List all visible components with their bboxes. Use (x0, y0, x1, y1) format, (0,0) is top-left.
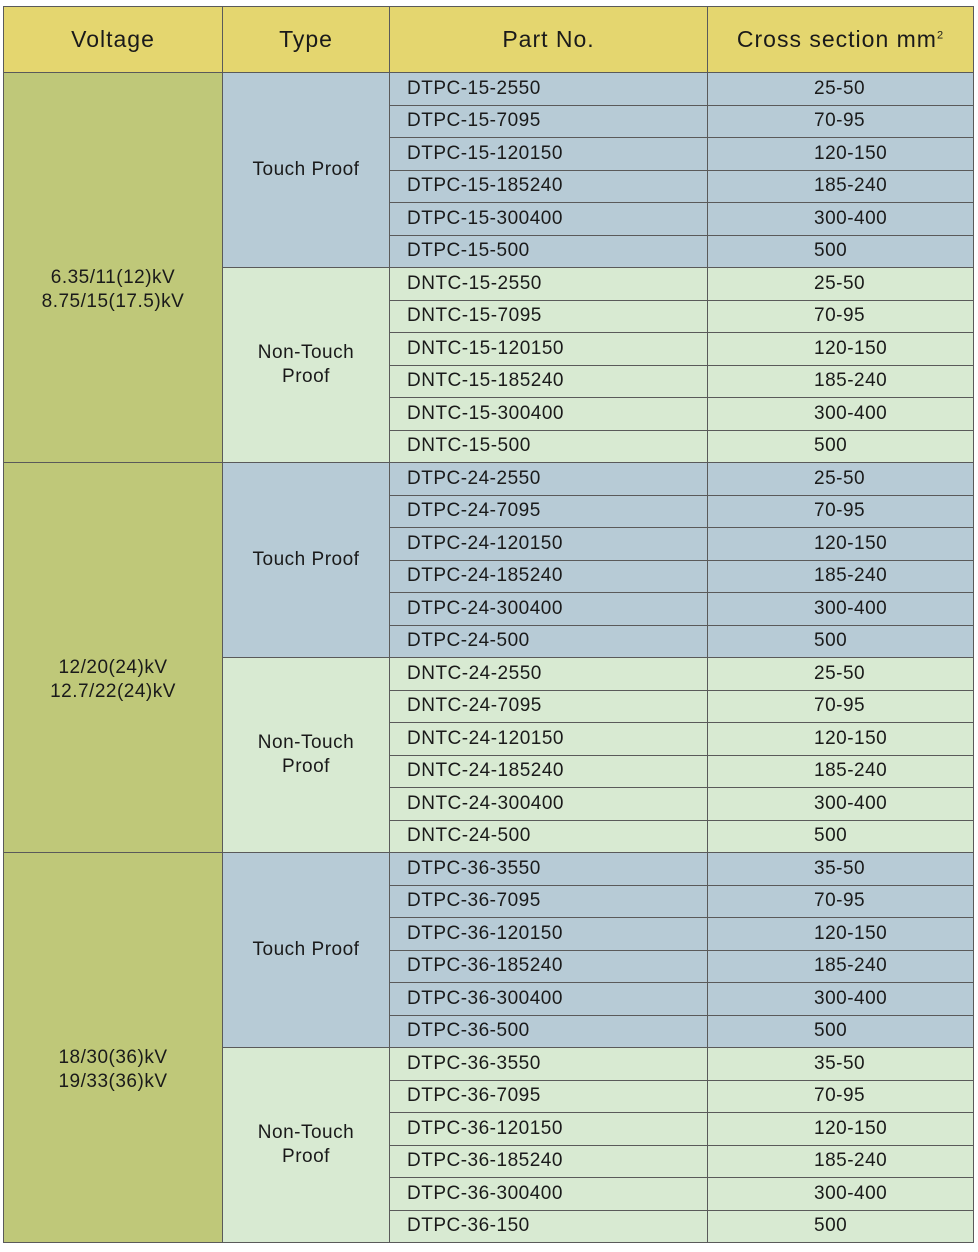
part-number-cell: DTPC-24-185240 (390, 560, 708, 593)
part-number-cell: DTPC-36-7095 (390, 1080, 708, 1113)
table-row (4, 853, 974, 886)
voltage-cell (4, 73, 223, 463)
voltage-line: 12.7/22(24)kV (50, 680, 176, 702)
part-number-cell: DNTC-24-185240 (390, 755, 708, 788)
part-number-cell: DTPC-36-150 (390, 1210, 708, 1243)
cross-section-cell: 70-95 (708, 105, 974, 138)
part-number-cell: DTPC-36-120150 (390, 1113, 708, 1146)
part-number-cell: DNTC-15-185240 (390, 365, 708, 398)
cross-section-cell: 25-50 (708, 73, 974, 106)
part-number-cell: DTPC-15-120150 (390, 138, 708, 171)
part-number-cell: DNTC-24-120150 (390, 723, 708, 756)
voltage-line: 8.75/15(17.5)kV (41, 290, 185, 312)
cross-section-cell: 120-150 (708, 528, 974, 561)
header-voltage: Voltage (4, 7, 223, 73)
part-number-cell: DNTC-24-500 (390, 820, 708, 853)
type-line: Touch Proof (252, 159, 360, 180)
voltage-cell (4, 463, 223, 853)
cross-section-cell: 185-240 (708, 1145, 974, 1178)
cross-section-cell: 70-95 (708, 1080, 974, 1113)
type-line: Touch Proof (252, 939, 360, 960)
cross-section-cell: 70-95 (708, 495, 974, 528)
cross-section-cell: 500 (708, 1210, 974, 1243)
part-number-cell: DNTC-15-7095 (390, 300, 708, 333)
cross-section-cell: 70-95 (708, 690, 974, 723)
type-line: Touch Proof (252, 549, 360, 570)
header-cross-section (708, 7, 974, 73)
type-cell (223, 1048, 390, 1243)
voltage-line: 19/33(36)kV (58, 1070, 168, 1092)
header-part-no: Part No. (390, 7, 708, 73)
cross-section-cell: 35-50 (708, 853, 974, 886)
voltage-cell (4, 853, 223, 1243)
part-number-cell: DTPC-24-2550 (390, 463, 708, 496)
cross-section-cell: 300-400 (708, 398, 974, 431)
cross-section-cell: 300-400 (708, 593, 974, 626)
header-type: Type (223, 7, 390, 73)
header-cross-section-label: Cross section mm (736, 26, 937, 52)
spec-table (3, 6, 974, 1243)
part-number-cell: DNTC-15-120150 (390, 333, 708, 366)
header-cross-section-superscript: 2 (936, 29, 945, 42)
cross-section-cell: 120-150 (708, 333, 974, 366)
cross-section-cell: 185-240 (708, 170, 974, 203)
part-number-cell: DTPC-36-3550 (390, 1048, 708, 1081)
type-cell (223, 658, 390, 853)
type-line: Proof (282, 756, 330, 777)
type-cell (223, 463, 390, 658)
cross-section-cell: 25-50 (708, 268, 974, 301)
type-line: Proof (282, 1146, 330, 1167)
part-number-cell: DNTC-24-7095 (390, 690, 708, 723)
cross-section-cell: 185-240 (708, 560, 974, 593)
part-number-cell: DTPC-36-3550 (390, 853, 708, 886)
cross-section-cell: 185-240 (708, 365, 974, 398)
cross-section-cell: 185-240 (708, 755, 974, 788)
cross-section-cell: 35-50 (708, 1048, 974, 1081)
cross-section-cell: 500 (708, 1015, 974, 1048)
type-line: Non-Touch (257, 1122, 355, 1143)
header-row (4, 7, 974, 73)
table-row (4, 463, 974, 496)
part-number-cell: DTPC-15-300400 (390, 203, 708, 236)
cross-section-cell: 120-150 (708, 1113, 974, 1146)
cross-section-cell: 300-400 (708, 1178, 974, 1211)
voltage-line: 18/30(36)kV (58, 1046, 168, 1068)
part-number-cell: DTPC-24-300400 (390, 593, 708, 626)
cross-section-cell: 500 (708, 820, 974, 853)
part-number-cell: DTPC-24-7095 (390, 495, 708, 528)
part-number-cell: DTPC-15-7095 (390, 105, 708, 138)
voltage-line: 12/20(24)kV (58, 656, 168, 678)
part-number-cell: DNTC-24-2550 (390, 658, 708, 691)
voltage-line: 6.35/11(12)kV (50, 266, 176, 288)
cross-section-cell: 500 (708, 430, 974, 463)
cross-section-cell: 300-400 (708, 203, 974, 236)
cross-section-cell: 120-150 (708, 918, 974, 951)
cross-section-cell: 120-150 (708, 723, 974, 756)
part-number-cell: DTPC-36-185240 (390, 1145, 708, 1178)
cross-section-cell: 300-400 (708, 788, 974, 821)
cross-section-cell: 70-95 (708, 300, 974, 333)
cross-section-cell: 185-240 (708, 950, 974, 983)
cross-section-cell: 25-50 (708, 658, 974, 691)
cross-section-cell: 300-400 (708, 983, 974, 1016)
type-cell (223, 268, 390, 463)
cross-section-cell: 25-50 (708, 463, 974, 496)
part-number-cell: DNTC-15-2550 (390, 268, 708, 301)
cross-section-cell: 500 (708, 625, 974, 658)
type-line: Proof (282, 366, 330, 387)
part-number-cell: DTPC-15-2550 (390, 73, 708, 106)
table-row (4, 73, 974, 106)
part-number-cell: DTPC-15-185240 (390, 170, 708, 203)
part-number-cell: DNTC-24-300400 (390, 788, 708, 821)
type-cell (223, 73, 390, 268)
type-line: Non-Touch (257, 732, 355, 753)
cross-section-cell: 70-95 (708, 885, 974, 918)
part-number-cell: DTPC-36-7095 (390, 885, 708, 918)
table-body (4, 73, 974, 1243)
part-number-cell: DTPC-24-500 (390, 625, 708, 658)
part-number-cell: DNTC-15-500 (390, 430, 708, 463)
part-number-cell: DTPC-36-500 (390, 1015, 708, 1048)
part-number-cell: DTPC-15-500 (390, 235, 708, 268)
cross-section-cell: 120-150 (708, 138, 974, 171)
type-cell (223, 853, 390, 1048)
cross-section-cell: 500 (708, 235, 974, 268)
part-number-cell: DTPC-36-120150 (390, 918, 708, 951)
part-number-cell: DNTC-15-300400 (390, 398, 708, 431)
type-line: Non-Touch (257, 342, 355, 363)
part-number-cell: DTPC-36-300400 (390, 1178, 708, 1211)
part-number-cell: DTPC-24-120150 (390, 528, 708, 561)
part-number-cell: DTPC-36-300400 (390, 983, 708, 1016)
part-number-cell: DTPC-36-185240 (390, 950, 708, 983)
